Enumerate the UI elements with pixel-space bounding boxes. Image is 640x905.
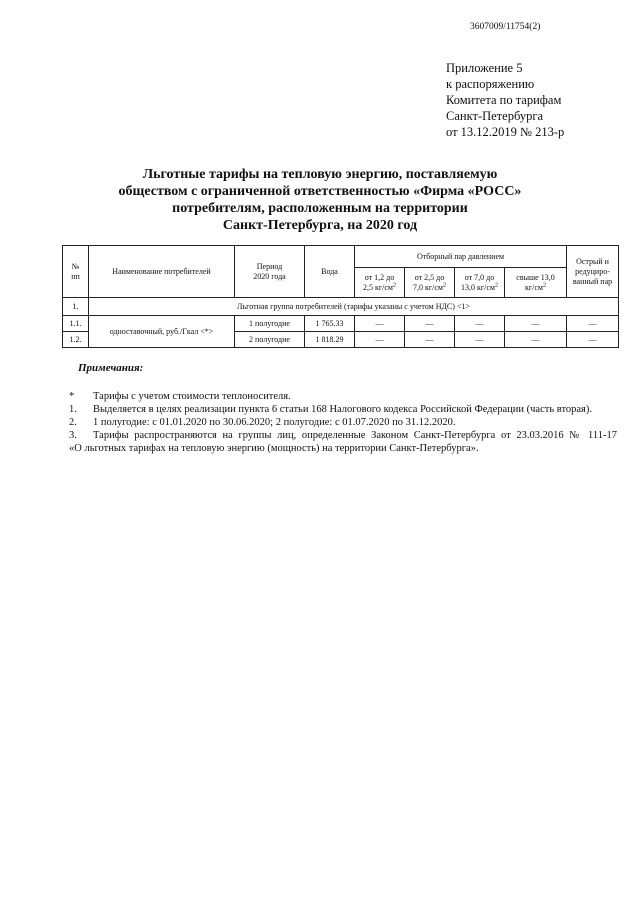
header-steam-3: [455, 268, 505, 298]
row-steam-4: —: [505, 332, 567, 348]
superscript-2: 2: [393, 281, 396, 288]
note-marker: *: [69, 391, 75, 402]
header-consumer: Наименование потребителей: [89, 246, 235, 298]
notes-heading: Примечания:: [78, 362, 144, 374]
document-number: 3607009/11754(2): [470, 22, 541, 32]
row-sharp: —: [567, 316, 619, 332]
note-item: [69, 416, 617, 429]
appendix-line: к распоряжению: [446, 77, 535, 91]
row-steam-2: —: [405, 332, 455, 348]
table-row: [63, 316, 619, 332]
table-group-row: [63, 298, 619, 316]
row-steam-3: —: [455, 332, 505, 348]
row-period: 1 полугодие: [235, 316, 305, 332]
note-item: [69, 390, 617, 403]
appendix-line: Санкт-Петербурга: [446, 109, 544, 123]
header-steam: Отборный пар давлением: [355, 246, 567, 268]
row-sharp: —: [567, 332, 619, 348]
appendix-line: Приложение 5: [446, 61, 523, 75]
row-steam-3: —: [455, 316, 505, 332]
row-water: 1 765.33: [305, 316, 355, 332]
note-marker: 3.: [69, 430, 77, 441]
row-steam-2: —: [405, 316, 455, 332]
superscript-2: 2: [443, 281, 446, 288]
header-period: [235, 246, 305, 298]
row-period: 2 полугодие: [235, 332, 305, 348]
superscript-2: 2: [543, 281, 546, 288]
row-num: 1.1.: [63, 316, 89, 332]
header-sharp-steam: [567, 246, 619, 298]
note-item: [69, 403, 617, 416]
header-num: [63, 246, 89, 298]
consumer-cell: одноставочный, руб./Гкал <*>: [89, 316, 235, 348]
note-marker: 2.: [69, 417, 77, 428]
tariff-table: [62, 245, 619, 348]
row-num: 1.2.: [63, 332, 89, 348]
row-water: 1 818.29: [305, 332, 355, 348]
header-steam-2-line: 7,0 кг/см: [412, 282, 443, 292]
notes-list: [69, 390, 617, 455]
header-num-label: №: [71, 261, 80, 271]
header-sharp-line: ванный пар: [572, 276, 613, 286]
document-title: [70, 166, 570, 234]
row-steam-1: —: [355, 316, 405, 332]
header-steam-3-line: от 7,0 до: [464, 272, 495, 282]
header-steam-1-line: от 1,2 до: [364, 272, 395, 282]
header-steam-3-line: 13,0 кг/см: [460, 282, 495, 292]
header-steam-4-line: свыше 13,0: [516, 272, 555, 282]
header-water: Вода: [305, 246, 355, 298]
header-steam-4: [505, 268, 567, 298]
header-steam-4-line: кг/см: [524, 282, 543, 292]
note-marker: 1.: [69, 404, 77, 415]
header-steam-2-line: от 2,5 до: [414, 272, 445, 282]
header-sharp-line: редуциро-: [575, 266, 610, 276]
superscript-2: 2: [495, 281, 498, 288]
appendix-block: [446, 60, 564, 140]
note-text: Тарифы с учетом стоимости теплоносителя.: [93, 391, 291, 402]
header-sharp-line: Острый и: [576, 256, 609, 266]
header-period-label: Период: [256, 261, 283, 271]
group-label: Льготная группа потребителей (тарифы указаны с учетом НДС) <1>: [89, 298, 619, 316]
title-line: Санкт-Петербурга, на 2020 год: [222, 218, 418, 233]
title-line: Льготные тарифы на тепловую энергию, поставляемую: [142, 167, 498, 182]
appendix-line: от 13.12.2019 № 213-р: [446, 125, 565, 139]
group-num: 1.: [63, 298, 89, 316]
note-continuation: «О льготных тарифах на тепловую энергию (мощность) на территории Санкт-Петербурга».: [69, 443, 479, 454]
note-text: Выделяется в целях реализации пункта 6 статьи 168 Налогового кодекса Российской Федерации (часть вторая).: [93, 404, 593, 415]
header-steam-1: [355, 268, 405, 298]
header-steam-2: [405, 268, 455, 298]
row-steam-1: —: [355, 332, 405, 348]
header-num-sub: пп: [71, 271, 80, 281]
header-period-sub: 2020 года: [253, 271, 286, 281]
title-line: потребителям, расположенным на территории: [172, 201, 468, 216]
note-item: [69, 429, 617, 442]
note-text: 1 полугодие: с 01.01.2020 по 30.06.2020; 2 полугодие: с 01.07.2020 по 31.12.2020.: [93, 417, 456, 428]
title-line: обществом с ограниченной ответственностью «Фирма «РОСС»: [118, 184, 522, 199]
appendix-line: Комитета по тарифам: [446, 93, 562, 107]
row-steam-4: —: [505, 316, 567, 332]
header-steam-1-line: 2,5 кг/см: [362, 282, 393, 292]
note-text: Тарифы распространяются на группы лиц, определенные Законом Санкт-Петербурга от 23.03.2016 № 111-17: [93, 430, 617, 441]
